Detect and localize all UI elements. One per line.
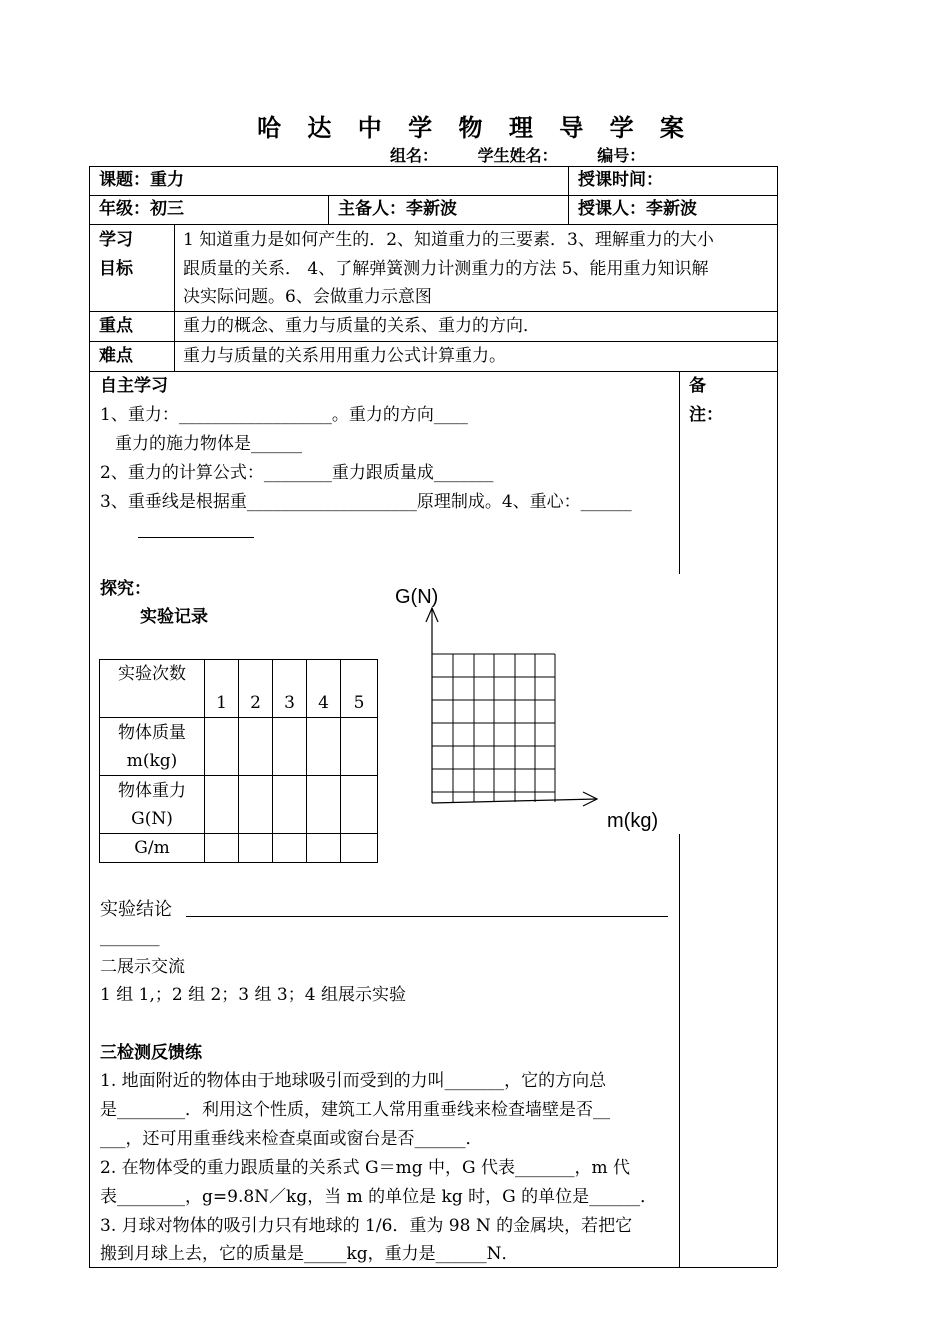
row-ratio-label: G/m xyxy=(100,834,205,863)
practice-line-5: 表________，g=9.8N／kg，当 m 的单位是 kg 时，G 的单位是______． xyxy=(100,1187,658,1207)
number-label: 编号： xyxy=(597,146,646,165)
row-weight-label: 物体重力 G(N) xyxy=(100,776,205,834)
x-axis-label: m(kg) xyxy=(607,810,659,832)
self-study-title: 自主学习 xyxy=(100,376,168,396)
table-cell xyxy=(307,834,341,863)
topic: 课题：重力 xyxy=(99,170,184,190)
row-mass-label: 物体质量 m(kg) xyxy=(100,718,205,776)
self-study-q2: 2、重力的计算公式：________重力跟质量成_______ xyxy=(100,463,494,483)
trial-2: 2 xyxy=(239,660,273,718)
trial-5: 5 xyxy=(341,660,378,718)
table-cell xyxy=(239,718,273,776)
practice-line-4: 2. 在物体受的重力跟质量的关系式 G＝mg 中，G 代表_______，m 代 xyxy=(100,1158,631,1178)
group-label: 组名： xyxy=(390,146,439,165)
objectives-label-2: 目标 xyxy=(99,259,133,279)
table-cell xyxy=(307,776,341,834)
self-study-q1c: 重力的施力物体是______ xyxy=(115,434,302,454)
explore-title: 探究： xyxy=(100,579,151,599)
record-title: 实验记录 xyxy=(140,607,208,627)
objectives-label-1: 学习 xyxy=(99,230,133,250)
student-name-label: 学生姓名： xyxy=(477,146,558,165)
table-cell xyxy=(273,834,307,863)
table-cell xyxy=(205,718,239,776)
objectives-line-2: 跟质量的关系． 4、了解弹簧测力计测重力的方法 5、能用重力知识解 xyxy=(183,259,709,279)
table-cell xyxy=(273,718,307,776)
difficulty-text: 重力与质量的关系用用重力公式计算重力。 xyxy=(183,346,506,366)
trial-1: 1 xyxy=(205,660,239,718)
objectives-line-1: 1 知道重力是如何产生的．2、知道重力的三要素．3、理解重力的大小 xyxy=(183,230,714,250)
difficulty-label: 难点 xyxy=(99,346,133,366)
remarks-label-2: 注： xyxy=(689,405,723,425)
table-cell xyxy=(341,718,378,776)
practice-line-1: 1. 地面附近的物体由于地球吸引而受到的力叫_______，它的方向总 xyxy=(100,1071,607,1091)
experiment-table xyxy=(99,659,378,863)
self-study-q3: 3、重垂线是根据重____________________原理制成。4、重心：______ xyxy=(100,492,632,512)
table-cell xyxy=(341,776,378,834)
practice-title: 三检测反馈练 xyxy=(100,1043,202,1063)
table-header-trials: 实验次数 xyxy=(100,660,205,718)
preparer: 主备人：李新波 xyxy=(338,199,457,219)
graph-grid xyxy=(432,654,555,802)
trial-4: 4 xyxy=(307,660,341,718)
y-axis-label: G(N) xyxy=(395,586,439,608)
practice-line-6: 3. 月球对物体的吸引力只有地球的 1/6．重为 98 N 的金属块，若把它 xyxy=(100,1216,633,1236)
g-vs-m-graph xyxy=(385,578,685,838)
header-fields xyxy=(390,143,679,166)
table-cell xyxy=(307,718,341,776)
grade: 年级：初三 xyxy=(99,199,184,219)
table-cell xyxy=(239,834,273,863)
practice-line-7: 搬到月球上去，它的质量是_____kg，重力是______N． xyxy=(100,1244,519,1264)
conclusion-label: 实验结论 xyxy=(100,899,172,920)
table-cell xyxy=(273,776,307,834)
remarks-label-1: 备 xyxy=(689,376,706,396)
practice-line-3: ___，还可用重垂线来检查桌面或窗台是否______． xyxy=(100,1129,483,1149)
self-study-q1: 1、重力：__________________。重力的方向____ xyxy=(100,405,468,425)
table-cell xyxy=(341,834,378,863)
table-cell xyxy=(239,776,273,834)
conclusion-blank-line xyxy=(186,916,668,917)
objectives-line-3: 决实际问题。6、会做重力示意图 xyxy=(183,287,432,307)
trial-3: 3 xyxy=(273,660,307,718)
exchange-title: 二展示交流 xyxy=(100,957,185,977)
conclusion-blank: _______ xyxy=(100,927,160,947)
page-title: 哈 达 中 学 物 理 导 学 案 xyxy=(257,114,693,142)
table-cell xyxy=(205,776,239,834)
exchange-text: 1 组 1,；2 组 2；3 组 3；4 组展示实验 xyxy=(100,985,406,1005)
self-study-blank-line xyxy=(138,537,254,538)
key-points-label: 重点 xyxy=(99,316,133,336)
class-time-label: 授课时间： xyxy=(578,170,663,190)
teacher: 授课人：李新波 xyxy=(578,199,697,219)
practice-line-2: 是________．利用这个性质，建筑工人常用重垂线来检查墙壁是否__ xyxy=(100,1100,610,1120)
key-points-text: 重力的概念、重力与质量的关系、重力的方向． xyxy=(183,316,540,336)
table-cell xyxy=(205,834,239,863)
